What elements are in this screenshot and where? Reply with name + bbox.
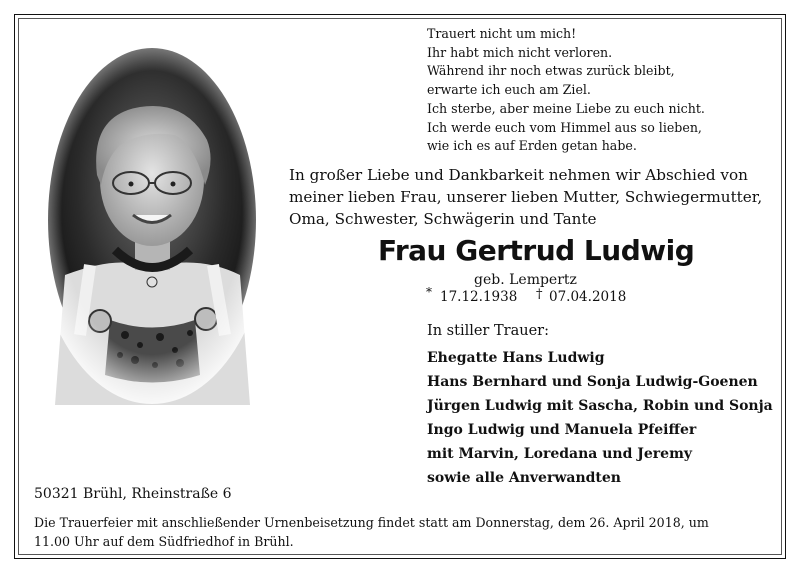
portrait-illustration — [35, 35, 270, 405]
verse-line: wie ich es auf Erden getan habe. — [427, 138, 637, 154]
verse-line: Ihr habt mich nicht verloren. — [427, 44, 613, 60]
maiden-name: geb. Lempertz — [474, 272, 577, 288]
mourner-line: Jürgen Ludwig mit Sascha, Robin und Sonja — [427, 398, 773, 414]
intro-line: meiner lieben Frau, unserer lieben Mutter, Schwiegermutter, — [289, 188, 763, 206]
verse-line: erwarte ich euch am Ziel. — [427, 82, 591, 98]
verse-line: Während ihr noch etwas zurück bleibt, — [427, 63, 675, 79]
intro-line: Oma, Schwester, Schwägerin und Tante — [289, 210, 597, 228]
birth-date: 17.12.1938 — [440, 289, 518, 305]
address: 50321 Brühl, Rheinstraße 6 — [34, 486, 232, 502]
mourner-line: Ehegatte Hans Ludwig — [427, 350, 605, 366]
mourner-line: sowie alle Anverwandten — [427, 470, 621, 486]
service-line: Die Trauerfeier mit anschließender Urnenbeisetzung findet statt am Donnerstag, dem 26. April 2018, um — [34, 515, 709, 530]
birth-star-icon: * — [426, 285, 432, 299]
death-date: 07.04.2018 — [549, 289, 627, 305]
verse-line: Trauert nicht um mich! — [427, 26, 577, 41]
farewell-text — [289, 164, 769, 230]
intro-line: In großer Liebe und Dankbarkeit nehmen wir Abschied von — [289, 166, 748, 184]
mourner-line: mit Marvin, Loredana und Jeremy — [427, 446, 693, 462]
mourners-list — [427, 346, 773, 490]
mourner-line: Ingo Ludwig und Manuela Pfeiffer — [427, 422, 697, 438]
funeral-service-info — [34, 513, 774, 551]
deceased-name: Frau Gertrud Ludwig — [378, 234, 695, 267]
mourner-line: Hans Bernhard und Sonja Ludwig-Goenen — [427, 374, 758, 390]
death-cross-icon: † — [536, 287, 543, 302]
service-line: 11.00 Uhr auf dem Südfriedhof in Brühl. — [34, 534, 294, 549]
poem-verse — [427, 25, 767, 156]
verse-line: Ich werde euch vom Himmel aus so lieben, — [427, 119, 702, 135]
portrait-photo — [35, 35, 270, 405]
verse-line: Ich sterbe, aber meine Liebe zu euch nicht. — [427, 100, 705, 116]
mourning-heading: In stiller Trauer: — [427, 323, 549, 339]
